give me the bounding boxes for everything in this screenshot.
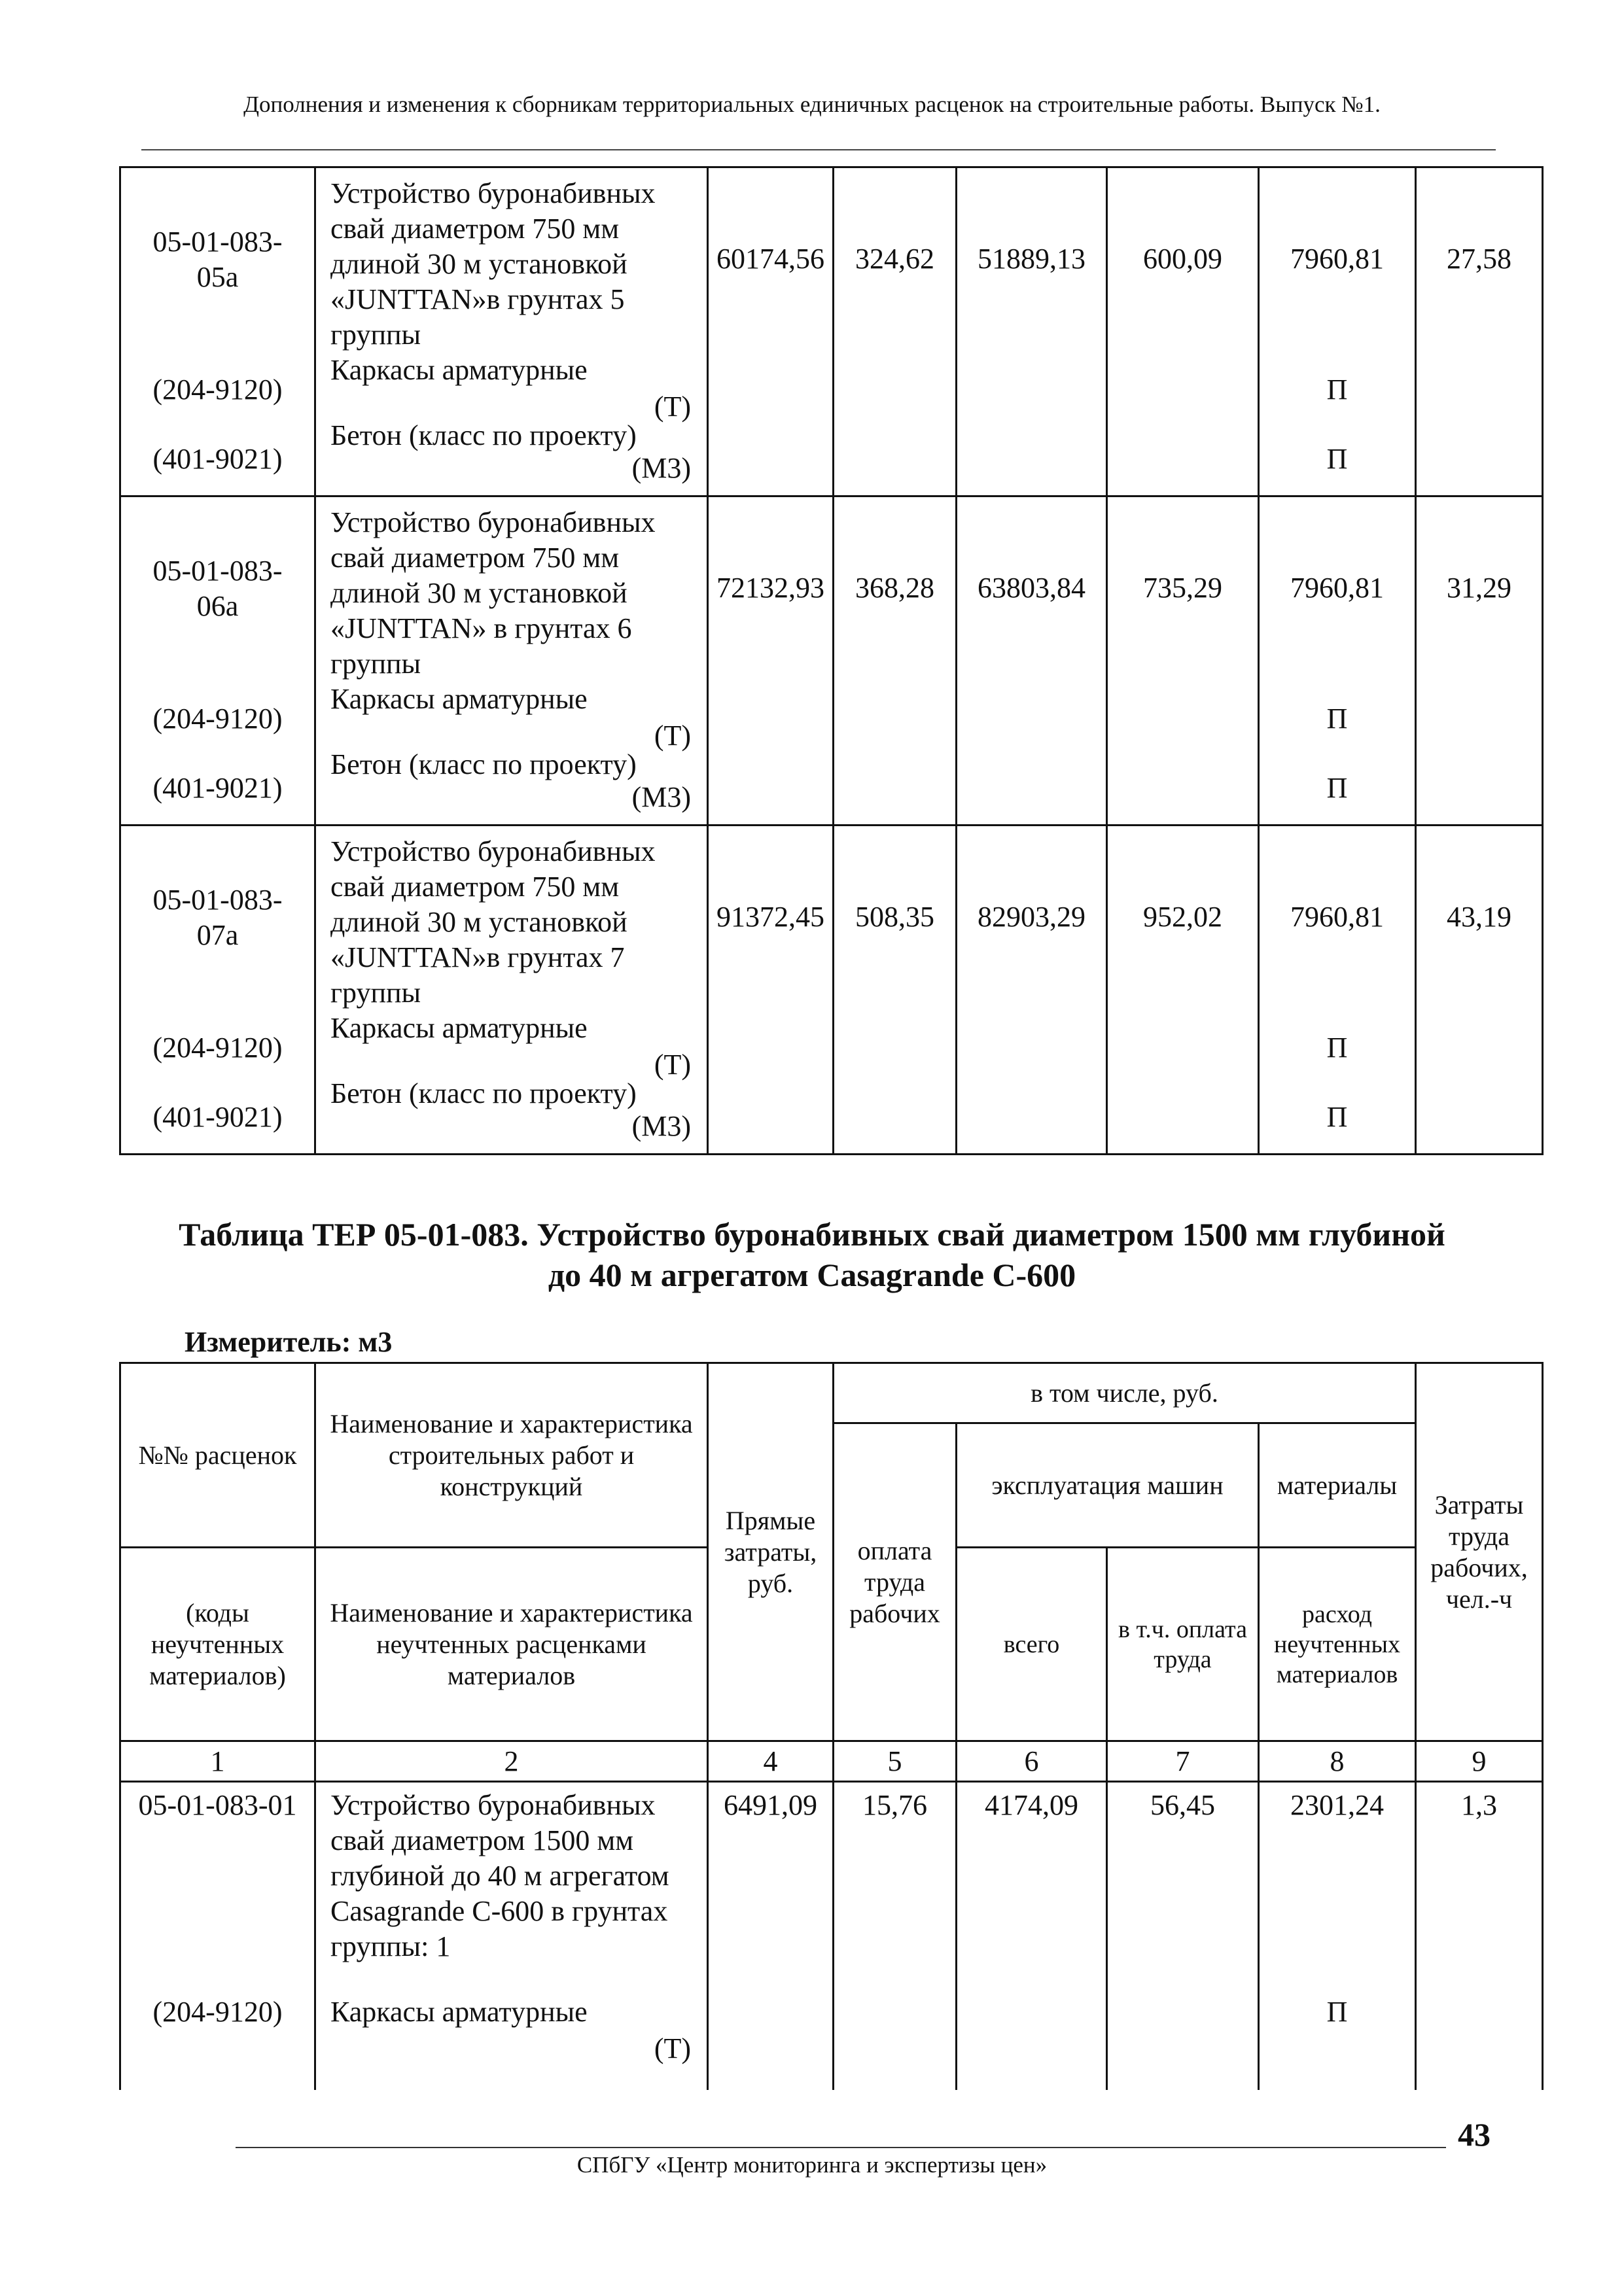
rate-code-cell bbox=[120, 496, 315, 826]
col-number: 4 bbox=[708, 1741, 834, 1782]
col-number: 7 bbox=[1107, 1741, 1259, 1782]
header-labor-hours: Затраты труда рабочих, чел.-ч bbox=[1416, 1363, 1543, 1741]
machines-labor: 952,02 bbox=[1107, 826, 1259, 1155]
material-code: (401-9021) bbox=[152, 443, 283, 475]
rate-row bbox=[120, 826, 1543, 1155]
direct: 91372,45 bbox=[708, 826, 834, 1155]
material-name: Каркасы арматурные bbox=[330, 1996, 588, 2028]
direct: 60174,56 bbox=[708, 167, 834, 496]
page-number: 43 bbox=[1458, 2116, 1491, 2153]
materials-value: 7960,81 bbox=[1290, 243, 1384, 275]
materials-cell bbox=[1259, 826, 1416, 1155]
material-unit: (Т) bbox=[654, 720, 691, 752]
material-unit: (М3) bbox=[631, 1110, 691, 1142]
material-code: (401-9021) bbox=[152, 1101, 283, 1133]
material-name: Каркасы арматурные bbox=[330, 683, 588, 715]
rate-description: Устройство буронабивных свай диаметром 750 мм длиной 30 м установкой «JUNTTAN» в грунтах 6 группы bbox=[330, 506, 656, 680]
header-codes-unaccounted: (коды неучтенных материалов) bbox=[120, 1548, 315, 1741]
rate-code-cell bbox=[120, 826, 315, 1155]
labor: 324,62 bbox=[834, 167, 957, 496]
header-name-unaccounted: Наименование и характеристика неучтенных расценками материалов bbox=[315, 1548, 708, 1741]
machines-total: 4174,09 bbox=[957, 1782, 1107, 2091]
header-labor-pay: оплата труда рабочих bbox=[834, 1423, 957, 1741]
rate-description: Устройство буронабивных свай диаметром 1500 мм глубиной до 40 м агрегатом Casagrande C-600 в грунтах группы: 1 bbox=[330, 1789, 669, 1962]
unit-of-measure: Измеритель: м3 bbox=[185, 1326, 393, 1358]
materials-cell bbox=[1259, 167, 1416, 496]
machines-total: 82903,29 bbox=[957, 826, 1107, 1155]
material-mark: П bbox=[1326, 703, 1348, 735]
header-name: Наименование и характеристика строительных работ и конструкций bbox=[315, 1363, 708, 1548]
rate-row bbox=[120, 167, 1543, 496]
material-name: Каркасы арматурные bbox=[330, 1012, 588, 1044]
material-unit: (Т) bbox=[654, 391, 691, 423]
material-code: (204-9120) bbox=[152, 703, 283, 735]
rate-code: 05-01-083- 05а bbox=[152, 226, 283, 293]
material-mark: П bbox=[1326, 374, 1348, 406]
col-number: 9 bbox=[1416, 1741, 1543, 1782]
header-direct: Прямые затраты, руб. bbox=[708, 1363, 834, 1741]
material-mark: П bbox=[1326, 443, 1348, 475]
rate-code-cell bbox=[120, 167, 315, 496]
labor: 508,35 bbox=[834, 826, 957, 1155]
rate-description: Устройство буронабивных свай диаметром 750 мм длиной 30 м установкой «JUNTTAN»в грунтах 7 группы bbox=[330, 835, 656, 1009]
material-unit: (Т) bbox=[654, 2032, 691, 2064]
footer-org: СПбГУ «Центр мониторинга и экспертизы цен» bbox=[576, 2152, 1048, 2178]
header-machines: эксплуатация машин bbox=[957, 1423, 1259, 1548]
material-name: Каркасы арматурные bbox=[330, 354, 588, 386]
material-unit: (М3) bbox=[631, 452, 691, 484]
material-code: (204-9120) bbox=[152, 374, 283, 406]
rate-code: 05-01-083- 07а bbox=[152, 884, 283, 951]
rate-description-cell bbox=[315, 167, 708, 496]
rate-description-cell bbox=[315, 1782, 708, 2091]
rate-description-cell bbox=[315, 496, 708, 826]
header-codes: №№ расценок bbox=[120, 1363, 315, 1548]
header-including: в том числе, руб. bbox=[834, 1363, 1416, 1423]
rate-description-cell bbox=[315, 826, 708, 1155]
col-number: 1 bbox=[120, 1741, 315, 1782]
materials-value: 2301,24 bbox=[1290, 1789, 1384, 1821]
header-rule bbox=[141, 149, 1496, 150]
header-machines-total: всего bbox=[957, 1548, 1107, 1741]
material-mark: П bbox=[1326, 1996, 1348, 2028]
section-title: Таблица ТЕР 05-01-083. Устройство буронабивных свай диаметром 1500 мм глубиной до 40 м агрегатом Casagrande C-600 bbox=[179, 1216, 1445, 1293]
labor: 368,28 bbox=[834, 496, 957, 826]
col-number: 2 bbox=[315, 1741, 708, 1782]
labor-hours: 31,29 bbox=[1416, 496, 1543, 826]
machines-labor: 56,45 bbox=[1107, 1782, 1259, 2091]
rate-description: Устройство буронабивных свай диаметром 750 мм длиной 30 м установкой «JUNTTAN»в грунтах 5 группы bbox=[330, 177, 656, 351]
material-code: (204-9120) bbox=[152, 1032, 283, 1064]
direct: 72132,93 bbox=[708, 496, 834, 826]
direct-costs: 6491,09 bbox=[708, 1782, 834, 2091]
footer-rule bbox=[236, 2147, 1446, 2148]
header-machines-labor: в т.ч. оплата труда bbox=[1107, 1548, 1259, 1741]
machines-labor: 600,09 bbox=[1107, 167, 1259, 496]
machines-total: 51889,13 bbox=[957, 167, 1107, 496]
header-materials: материалы bbox=[1259, 1423, 1416, 1548]
labor-hours: 43,19 bbox=[1416, 826, 1543, 1155]
rate-row bbox=[120, 496, 1543, 826]
material-code: (204-9120) bbox=[152, 1996, 283, 2028]
col-number: 8 bbox=[1259, 1741, 1416, 1782]
material-name: Бетон (класс по проекту) bbox=[330, 419, 637, 451]
material-name: Бетон (класс по проекту) bbox=[330, 748, 637, 780]
materials-value: 7960,81 bbox=[1290, 901, 1384, 933]
material-mark: П bbox=[1326, 1101, 1348, 1133]
material-code: (401-9021) bbox=[152, 772, 283, 804]
materials-cell bbox=[1259, 496, 1416, 826]
material-unit: (М3) bbox=[631, 781, 691, 813]
rate-code: 05-01-083- 06а bbox=[152, 555, 283, 622]
col-number: 6 bbox=[957, 1741, 1107, 1782]
material-unit: (Т) bbox=[654, 1049, 691, 1081]
material-mark: П bbox=[1326, 772, 1348, 804]
machines-total: 63803,84 bbox=[957, 496, 1107, 826]
rate-code-cell bbox=[120, 1782, 315, 2091]
rate-code: 05-01-083-01 bbox=[138, 1789, 297, 1821]
labor-hours: 27,58 bbox=[1416, 167, 1543, 496]
material-name: Бетон (класс по проекту) bbox=[330, 1077, 637, 1109]
labor-hours: 1,3 bbox=[1416, 1782, 1543, 2091]
materials-cell bbox=[1259, 1782, 1416, 2091]
materials-value: 7960,81 bbox=[1290, 572, 1384, 604]
header-materials-unaccounted: расход неучтенных материалов bbox=[1259, 1548, 1416, 1741]
running-header: Дополнения и изменения к сборникам территориальных единичных расценок на строительные работы. Выпуск №1. bbox=[243, 92, 1381, 117]
col-number: 5 bbox=[834, 1741, 957, 1782]
rates-table bbox=[119, 1362, 1544, 2090]
material-mark: П bbox=[1326, 1032, 1348, 1064]
labor-pay: 15,76 bbox=[834, 1782, 957, 2091]
rates-table-continued bbox=[119, 166, 1544, 1155]
machines-labor: 735,29 bbox=[1107, 496, 1259, 826]
